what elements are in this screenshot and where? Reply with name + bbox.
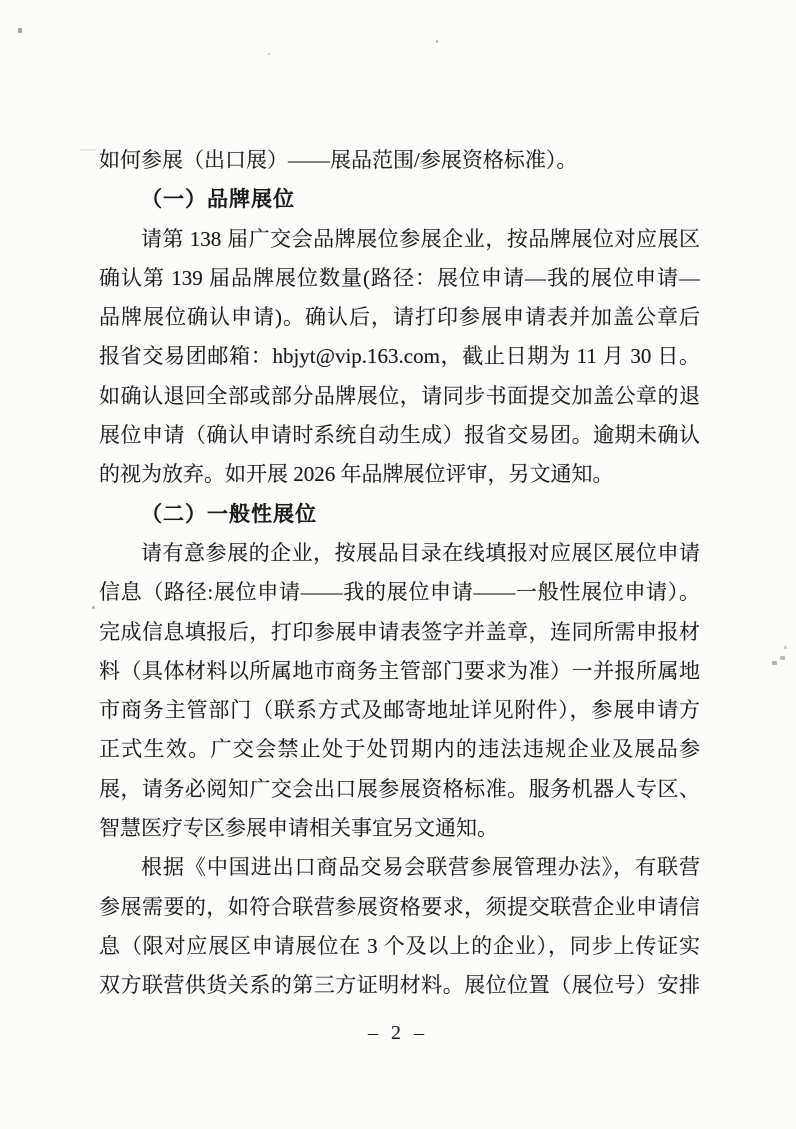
paragraph xyxy=(99,848,700,1005)
paragraph xyxy=(99,220,700,495)
text-line: 信息（路径:展位申请——我的展位申请——一般性展位申请）。 xyxy=(99,580,700,605)
text-line: 根据《中国进出口商品交易会联营参展管理办法》，有联营 xyxy=(141,855,700,880)
scan-speck xyxy=(92,606,95,609)
text-line: 息（限对应展区申请展位在 3 个及以上的企业），同步上传证实 xyxy=(99,933,700,958)
scan-speck xyxy=(436,40,438,43)
scan-speck xyxy=(268,53,270,55)
text-line: 如确认退回全部或部分品牌展位，请同步书面提交加盖公章的退 xyxy=(99,383,700,408)
text-line: 展，请务必阅知广交会出口展参展资格标准。服务机器人专区、 xyxy=(99,776,700,801)
text-line: 的视为放弃。如开展 2026 年品牌展位评审，另文通知。 xyxy=(99,462,614,487)
scan-speck xyxy=(80,149,96,151)
text-line: 请有意参展的企业，按展品目录在线填报对应展区展位申请 xyxy=(141,540,700,565)
text-line: （二）一般性展位 xyxy=(141,501,317,526)
scan-speck xyxy=(18,28,22,33)
scan-speck xyxy=(772,661,777,665)
scan-speck xyxy=(784,646,787,649)
document-body xyxy=(99,141,700,1006)
text-line: 如何参展（出口展）——展品范围/参展资格标准）。 xyxy=(99,148,578,172)
text-line: 正式生效。广交会禁止处于处罚期内的违法违规企业及展品参 xyxy=(99,737,700,762)
paragraph xyxy=(99,534,700,848)
text-line: 确认第 139 届品牌展位数量(路径：展位申请—我的展位申请— xyxy=(99,265,700,290)
scan-speck xyxy=(780,656,785,660)
text-line: 智慧医疗专区参展申请相关事宜另文通知。 xyxy=(99,816,498,841)
page-number: – 2 – xyxy=(368,1022,428,1044)
text-line: （一）品牌展位 xyxy=(141,187,295,212)
text-line: 展位申请（确认申请时系统自动生成）报省交易团。逾期未确认 xyxy=(99,423,700,448)
section-heading xyxy=(99,180,700,219)
text-line: 双方联营供货关系的第三方证明材料。展位位置（展位号）安排 xyxy=(99,973,700,998)
text-line: 完成信息填报后，打印参展申请表签字并盖章，连同所需申报材 xyxy=(99,619,700,644)
text-line: 报省交易团邮箱：hbjyt@vip.163.com，截止日期为 11 月 30 日。 xyxy=(99,344,700,369)
text-line: 品牌展位确认申请)。确认后，请打印参展申请表并加盖公章后 xyxy=(99,305,700,330)
paragraph xyxy=(99,141,700,180)
text-line: 参展需要的，如符合联营参展资格要求，须提交联营企业申请信 xyxy=(99,894,700,919)
text-line: 请第 138 届广交会品牌展位参展企业，按品牌展位对应展区 xyxy=(141,226,700,251)
text-line: 市商务主管部门（联系方式及邮寄地址详见附件），参展申请方 xyxy=(99,698,700,723)
section-heading xyxy=(99,495,700,534)
text-line: 料（具体材料以所属地市商务主管部门要求为准）一并报所属地 xyxy=(99,658,700,683)
